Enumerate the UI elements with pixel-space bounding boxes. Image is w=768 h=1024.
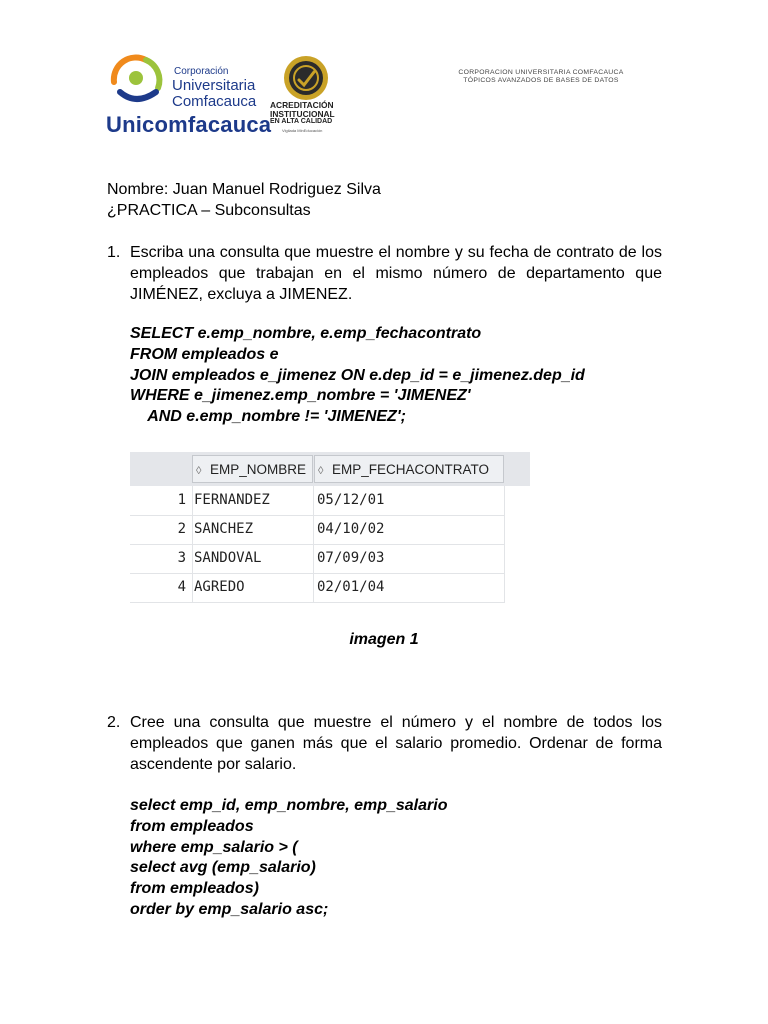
question-2-number: 2.	[107, 714, 121, 731]
sql-line: SELECT e.emp_nombre, e.emp_fechacontrato	[130, 325, 482, 342]
student-name: Nombre: Juan Manuel Rodriguez Silva	[107, 181, 381, 198]
table-row	[130, 573, 505, 603]
sql-line: from empleados	[130, 817, 254, 835]
logo-text-line1: Corporación	[174, 66, 229, 77]
column-label: EMP_FECHACONTRATO	[332, 462, 490, 477]
sql-line: from empleados)	[130, 880, 259, 898]
question-2-text: Cree una consulta que muestre el número y el nombre de todos los empleados que ganen más que el salario promedio. Ordenar de forma ascendente por salario.	[130, 714, 662, 773]
logo-text-line2: Universitaria	[172, 77, 256, 94]
row-number: 1	[177, 492, 186, 508]
sql-line: select emp_id, emp_nombre, emp_salario	[130, 797, 448, 814]
column-header-emp-fechacontrato	[314, 455, 504, 483]
column-header-emp-nombre	[192, 455, 313, 483]
sql-line: JOIN empleados e_jimenez ON e.dep_id = e_jimenez.dep_id	[130, 366, 585, 384]
sql-line: AND e.emp_nombre != 'JIMENEZ';	[130, 408, 406, 426]
sql-line: order by emp_salario asc;	[130, 900, 329, 918]
cell-emp-fechacontrato: 05/12/01	[317, 492, 385, 508]
accreditation-seal-icon	[282, 54, 330, 102]
sql-line: WHERE e_jimenez.emp_nombre = 'JIMENEZ'	[130, 387, 471, 405]
practice-title: ¿PRACTICA – Subconsultas	[107, 202, 311, 219]
logo-brand-name: Unicomfacauca	[106, 112, 272, 137]
cell-emp-fechacontrato: 04/10/02	[317, 521, 385, 537]
question-1-number: 1.	[107, 244, 121, 261]
cell-emp-nombre: FERNANDEZ	[194, 492, 270, 508]
university-emblem-icon	[106, 52, 168, 108]
row-number: 2	[177, 521, 186, 537]
sort-arrows-icon: ◊	[196, 465, 200, 477]
row-number: 3	[177, 550, 186, 566]
header-course-info	[400, 69, 682, 85]
sql-line: FROM empleados e	[130, 345, 279, 363]
accreditation-line3: EN ALTA CALIDAD	[270, 118, 333, 125]
cell-emp-nombre: SANDOVAL	[194, 550, 262, 566]
question-2-sql	[130, 796, 447, 921]
sql-line: select avg (emp_salario)	[130, 859, 316, 877]
question-1-text: Escriba una consulta que muestre el nombre y su fecha de contrato de los empleados que trabajan en el mismo número de departamento que JIMÉNEZ, excluya a JIMENEZ.	[130, 244, 662, 303]
table-row	[130, 544, 505, 574]
accreditation-line2: INSTITUCIONAL	[270, 109, 335, 119]
query-result-grid	[130, 452, 530, 602]
cell-emp-nombre: AGREDO	[194, 579, 245, 595]
table-row	[130, 486, 505, 516]
cell-emp-fechacontrato: 02/01/04	[317, 579, 385, 595]
row-number: 4	[177, 579, 186, 595]
accreditation-line4: Vigilada MinEducación	[282, 128, 323, 133]
sql-line: where emp_salario > (	[130, 838, 298, 856]
cell-emp-fechacontrato: 07/09/03	[317, 550, 385, 566]
question-1-sql	[130, 324, 585, 428]
logo-text-line3: Comfacauca	[172, 93, 257, 110]
accreditation-line1: ACREDITACIÓN	[270, 100, 334, 110]
figure-caption: imagen 1	[349, 631, 419, 648]
header-institution: CORPORACION UNIVERSITARIA COMFACAUCA	[458, 69, 624, 76]
table-row	[130, 515, 505, 545]
header-course: TÓPICOS AVANZADOS DE BASES DE DATOS	[463, 77, 619, 84]
institution-logo	[106, 48, 346, 138]
sort-arrows-icon: ◊	[318, 465, 322, 477]
column-label: EMP_NOMBRE	[210, 462, 307, 477]
cell-emp-nombre: SANCHEZ	[194, 521, 254, 537]
